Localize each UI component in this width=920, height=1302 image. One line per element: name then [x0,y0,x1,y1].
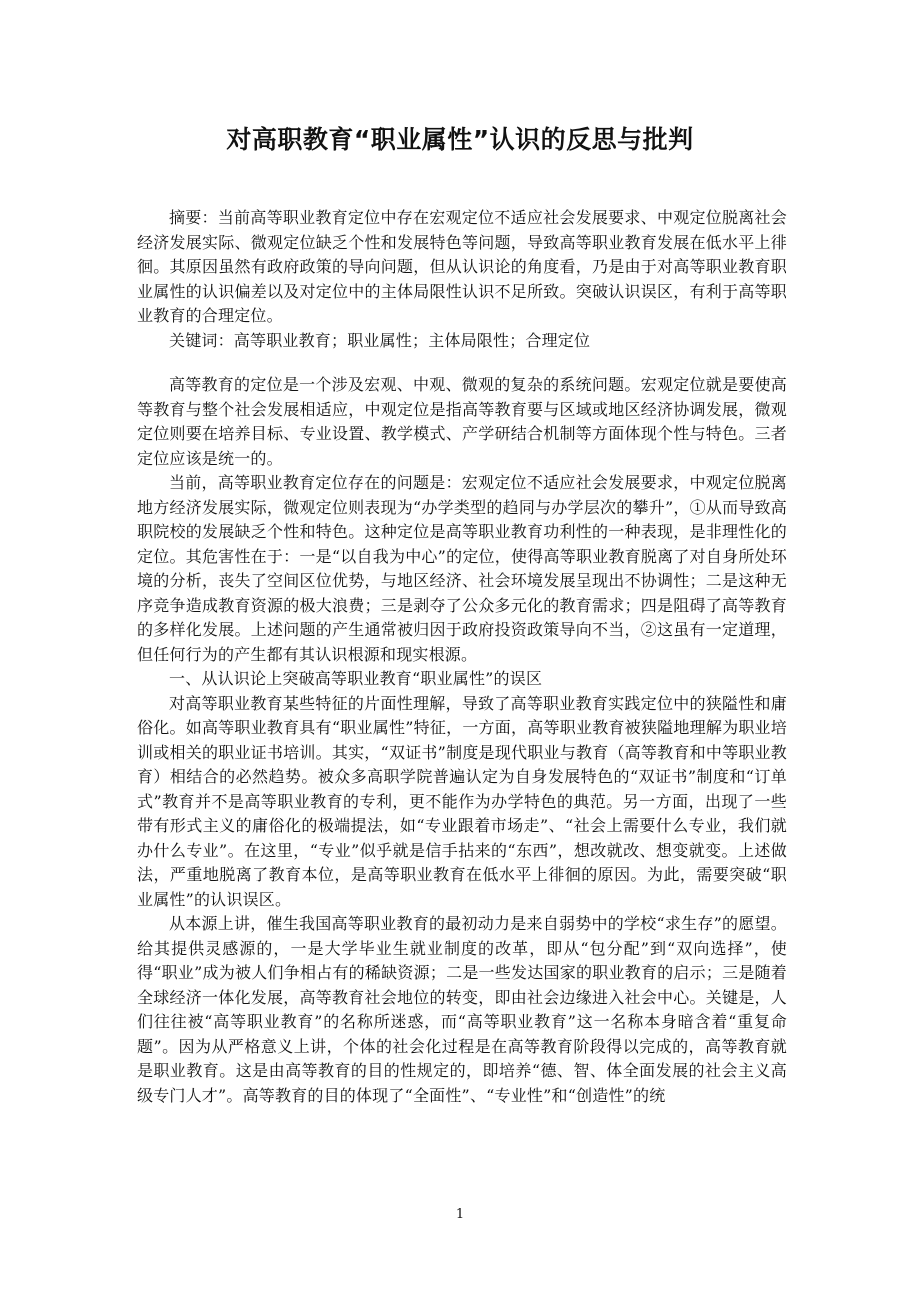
document-body [137,206,787,1108]
document-title: 对高职教育“职业属性”认识的反思与批判 [226,125,694,154]
body-paragraph: 当前，高等职业教育定位存在的问题是：宏观定位不适应社会发展要求，中观定位脱离地方经济发展实际，微观定位则表现为“办学类型的趋同与办学层次的攀升”，①从而导致高职院校的发展缺乏个性和特色。这种定位是高等职业教育功利性的一种表现，是非理性化的定位。其危害性在于：一是“以自我为中心”的定位，使得高等职业教育脱离了对自身所处环境的分析，丧失了空间区位优势，与地区经济、社会环境发展呈现出不协调性；二是这种无序竞争造成教育资源的极大浪费；三是剥夺了公众多元化的教育需求；四是阻碍了高等教育的多样化发展。上述问题的产生通常被归因于政府投资政策导向不当，②这虽有一定道理，但任何行为的产生都有其认识根源和现实根源。 [137,473,787,664]
page-number: 1 [455,1207,465,1222]
section-heading: 一、从认识论上突破高等职业教育“职业属性”的误区 [169,669,543,688]
keywords-paragraph: 关键词：高等职业教育；职业属性；主体局限性；合理定位 [169,330,591,350]
abstract-paragraph: 摘要：当前高等职业教育定位中存在宏观定位不适应社会发展要求、中观定位脱离社会经济发展实际、微观定位缺乏个性和发展特色等问题，导致高等职业教育发展在低水平上徘徊。其原因虽然有政府政策的导向问题，但从认识论的角度看，乃是由于对高等职业教育职业属性的认识偏差以及对定位中的主体局限性认识不足所致。突破认识误区，有利于高等职业教育的合理定位。 [137,208,787,325]
body-paragraph: 从本源上讲，催生我国高等职业教育的最初动力是来自弱势中的学校“求生存”的愿望。给其提供灵感源的，一是大学毕业生就业制度的改革，即从“包分配”到“双向选择”，使得“职业”成为被人们争相占有的稀缺资源；二是一些发达国家的职业教育的启示；三是随着全球经济一体化发展，高等教育社会地位的转变，即由社会边缘进入社会中心。关键是，人们往往被“高等职业教育”的名称所迷惑，而“高等职业教育”这一名称本身暗含着“重复命题”。因为从严格意义上讲，个体的社会化过程是在高等教育阶段得以完成的，高等教育就是职业教育。这是由高等教育的目的性规定的，即培养“德、智、体全面发展的社会主义高级专门人才”。高等教育的目的体现了“全面性”、“专业性”和“创造性”的统 [137,914,787,1105]
body-paragraph: 对高等职业教育某些特征的片面性理解，导致了高等职业教育实践定位中的狭隘性和庸俗化。如高等职业教育具有“职业属性”特征，一方面，高等职业教育被狭隘地理解为职业培训或相关的职业证书培训。其实，“双证书”制度是现代职业与教育（高等教育和中等职业教育）相结合的必然趋势。被众多高职学院普遍认定为自身发展特色的“双证书”制度和“订单式”教育并不是高等职业教育的专利，更不能作为办学特色的典范。另一方面，出现了一些带有形式主义的庸俗化的极端提法，如“专业跟着市场走”、“社会上需要什么专业，我们就办什么专业”。在这里，“专业”似乎就是信手拈来的“东西”，想改就改、想变就变。上述做法，严重地脱离了教育本位，是高等职业教育在低水平上徘徊的原因。为此，需要突破“职业属性”的认识误区。 [137,693,787,909]
body-paragraph: 高等教育的定位是一个涉及宏观、中观、微观的复杂的系统问题。宏观定位就是要使高等教育与整个社会发展相适应，中观定位是指高等教育要与区域或地区经济协调发展，微观定位则要在培养目标、专业设置、教学模式、产学研结合机制等方面体现个性与特色。三者定位应该是统一的。 [137,375,787,468]
